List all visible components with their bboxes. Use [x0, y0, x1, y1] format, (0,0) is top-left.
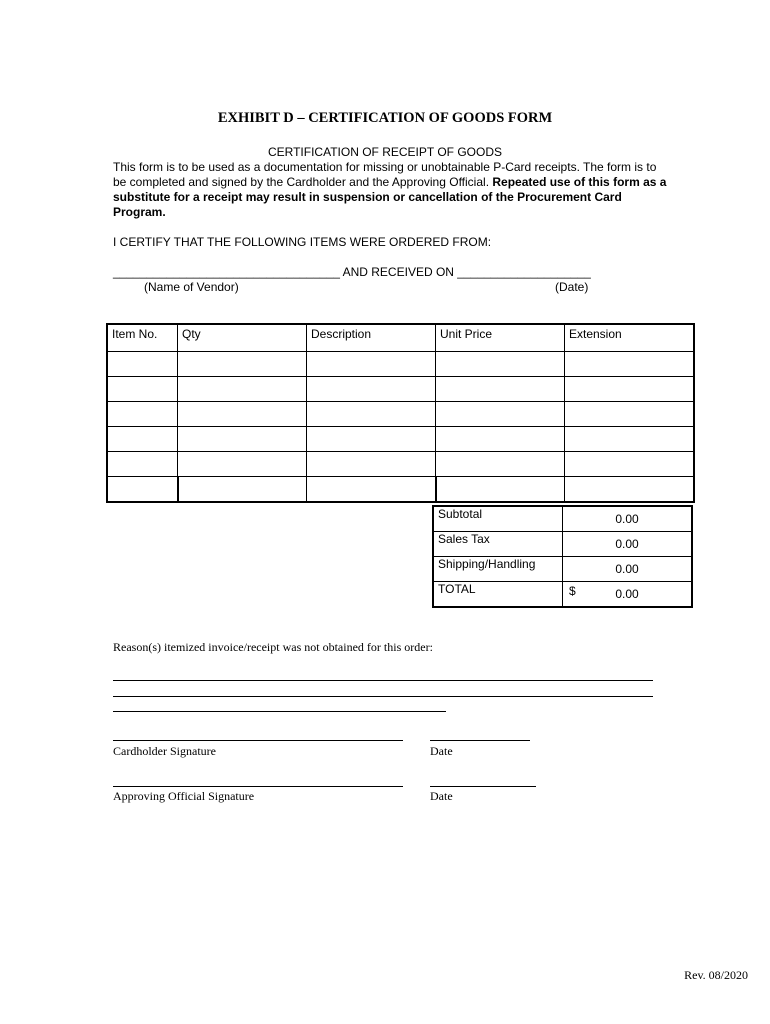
intro-warning: Repeated use of this form as a substitute for a receipt may result in suspension or cancellation of the Procurement Card Program.: [113, 175, 667, 219]
cardholder-date-label: Date: [430, 744, 453, 758]
intro-text: This form is to be used as a documentation for missing or unobtainable P-Card receipts. The form is to be completed and signed by the Cardholder and the Approving Official.: [113, 160, 657, 189]
approving-date-label: Date: [430, 789, 453, 803]
vendor-field[interactable]: __________________________________: [113, 265, 340, 279]
cardholder-signature-line[interactable]: [113, 740, 403, 741]
total-value: 0.00: [615, 587, 639, 601]
col-item-no: Item No.: [107, 324, 178, 352]
shipping-value: 0.00: [563, 557, 693, 582]
table-row[interactable]: [107, 377, 694, 402]
date-label: (Date): [555, 280, 589, 294]
totals-table: [432, 505, 693, 608]
reason-line-3[interactable]: [113, 711, 446, 712]
total-label: TOTAL: [433, 582, 563, 608]
table-row[interactable]: [107, 352, 694, 377]
table-row[interactable]: [107, 427, 694, 452]
col-unit-price: Unit Price: [436, 324, 565, 352]
reason-line-1[interactable]: [113, 680, 653, 681]
received-on-text: AND RECEIVED ON: [342, 265, 454, 279]
total-value-cell: [563, 582, 693, 608]
col-qty: Qty: [178, 324, 307, 352]
page-title: EXHIBIT D – CERTIFICATION OF GOODS FORM: [217, 110, 553, 126]
reason-line-2[interactable]: [113, 696, 653, 697]
reason-label: Reason(s) itemized invoice/receipt was not obtained for this order:: [113, 640, 433, 654]
table-row[interactable]: [107, 402, 694, 427]
col-extension: Extension: [565, 324, 695, 352]
cardholder-signature-label: Cardholder Signature: [113, 744, 216, 758]
currency-symbol: $: [569, 584, 576, 598]
table-header-row: [107, 324, 694, 352]
approving-signature-label: Approving Official Signature: [113, 789, 255, 803]
vendor-date-row: [113, 265, 591, 279]
col-description: Description: [307, 324, 436, 352]
table-row[interactable]: [107, 477, 694, 503]
sales-tax-label: Sales Tax: [433, 532, 563, 557]
shipping-row: [433, 557, 692, 582]
approving-date-line[interactable]: [430, 786, 536, 787]
table-row[interactable]: [107, 452, 694, 477]
shipping-label: Shipping/Handling: [433, 557, 563, 582]
subtotal-label: Subtotal: [433, 506, 563, 532]
intro-paragraph: [113, 160, 673, 220]
subtotal-value: 0.00: [563, 506, 693, 532]
approving-signature-line[interactable]: [113, 786, 403, 787]
sales-tax-value: 0.00: [563, 532, 693, 557]
revision-label: Rev. 08/2020: [684, 968, 748, 982]
form-subtitle: CERTIFICATION OF RECEIPT OF GOODS: [267, 145, 503, 159]
cardholder-date-line[interactable]: [430, 740, 530, 741]
items-table: [106, 323, 695, 503]
certify-statement: I CERTIFY THAT THE FOLLOWING ITEMS WERE ORDERED FROM:: [113, 235, 492, 249]
total-row: [433, 582, 692, 608]
vendor-label: (Name of Vendor): [144, 280, 239, 294]
date-field[interactable]: ____________________: [457, 265, 591, 279]
sales-tax-row: [433, 532, 692, 557]
subtotal-row: [433, 506, 692, 532]
